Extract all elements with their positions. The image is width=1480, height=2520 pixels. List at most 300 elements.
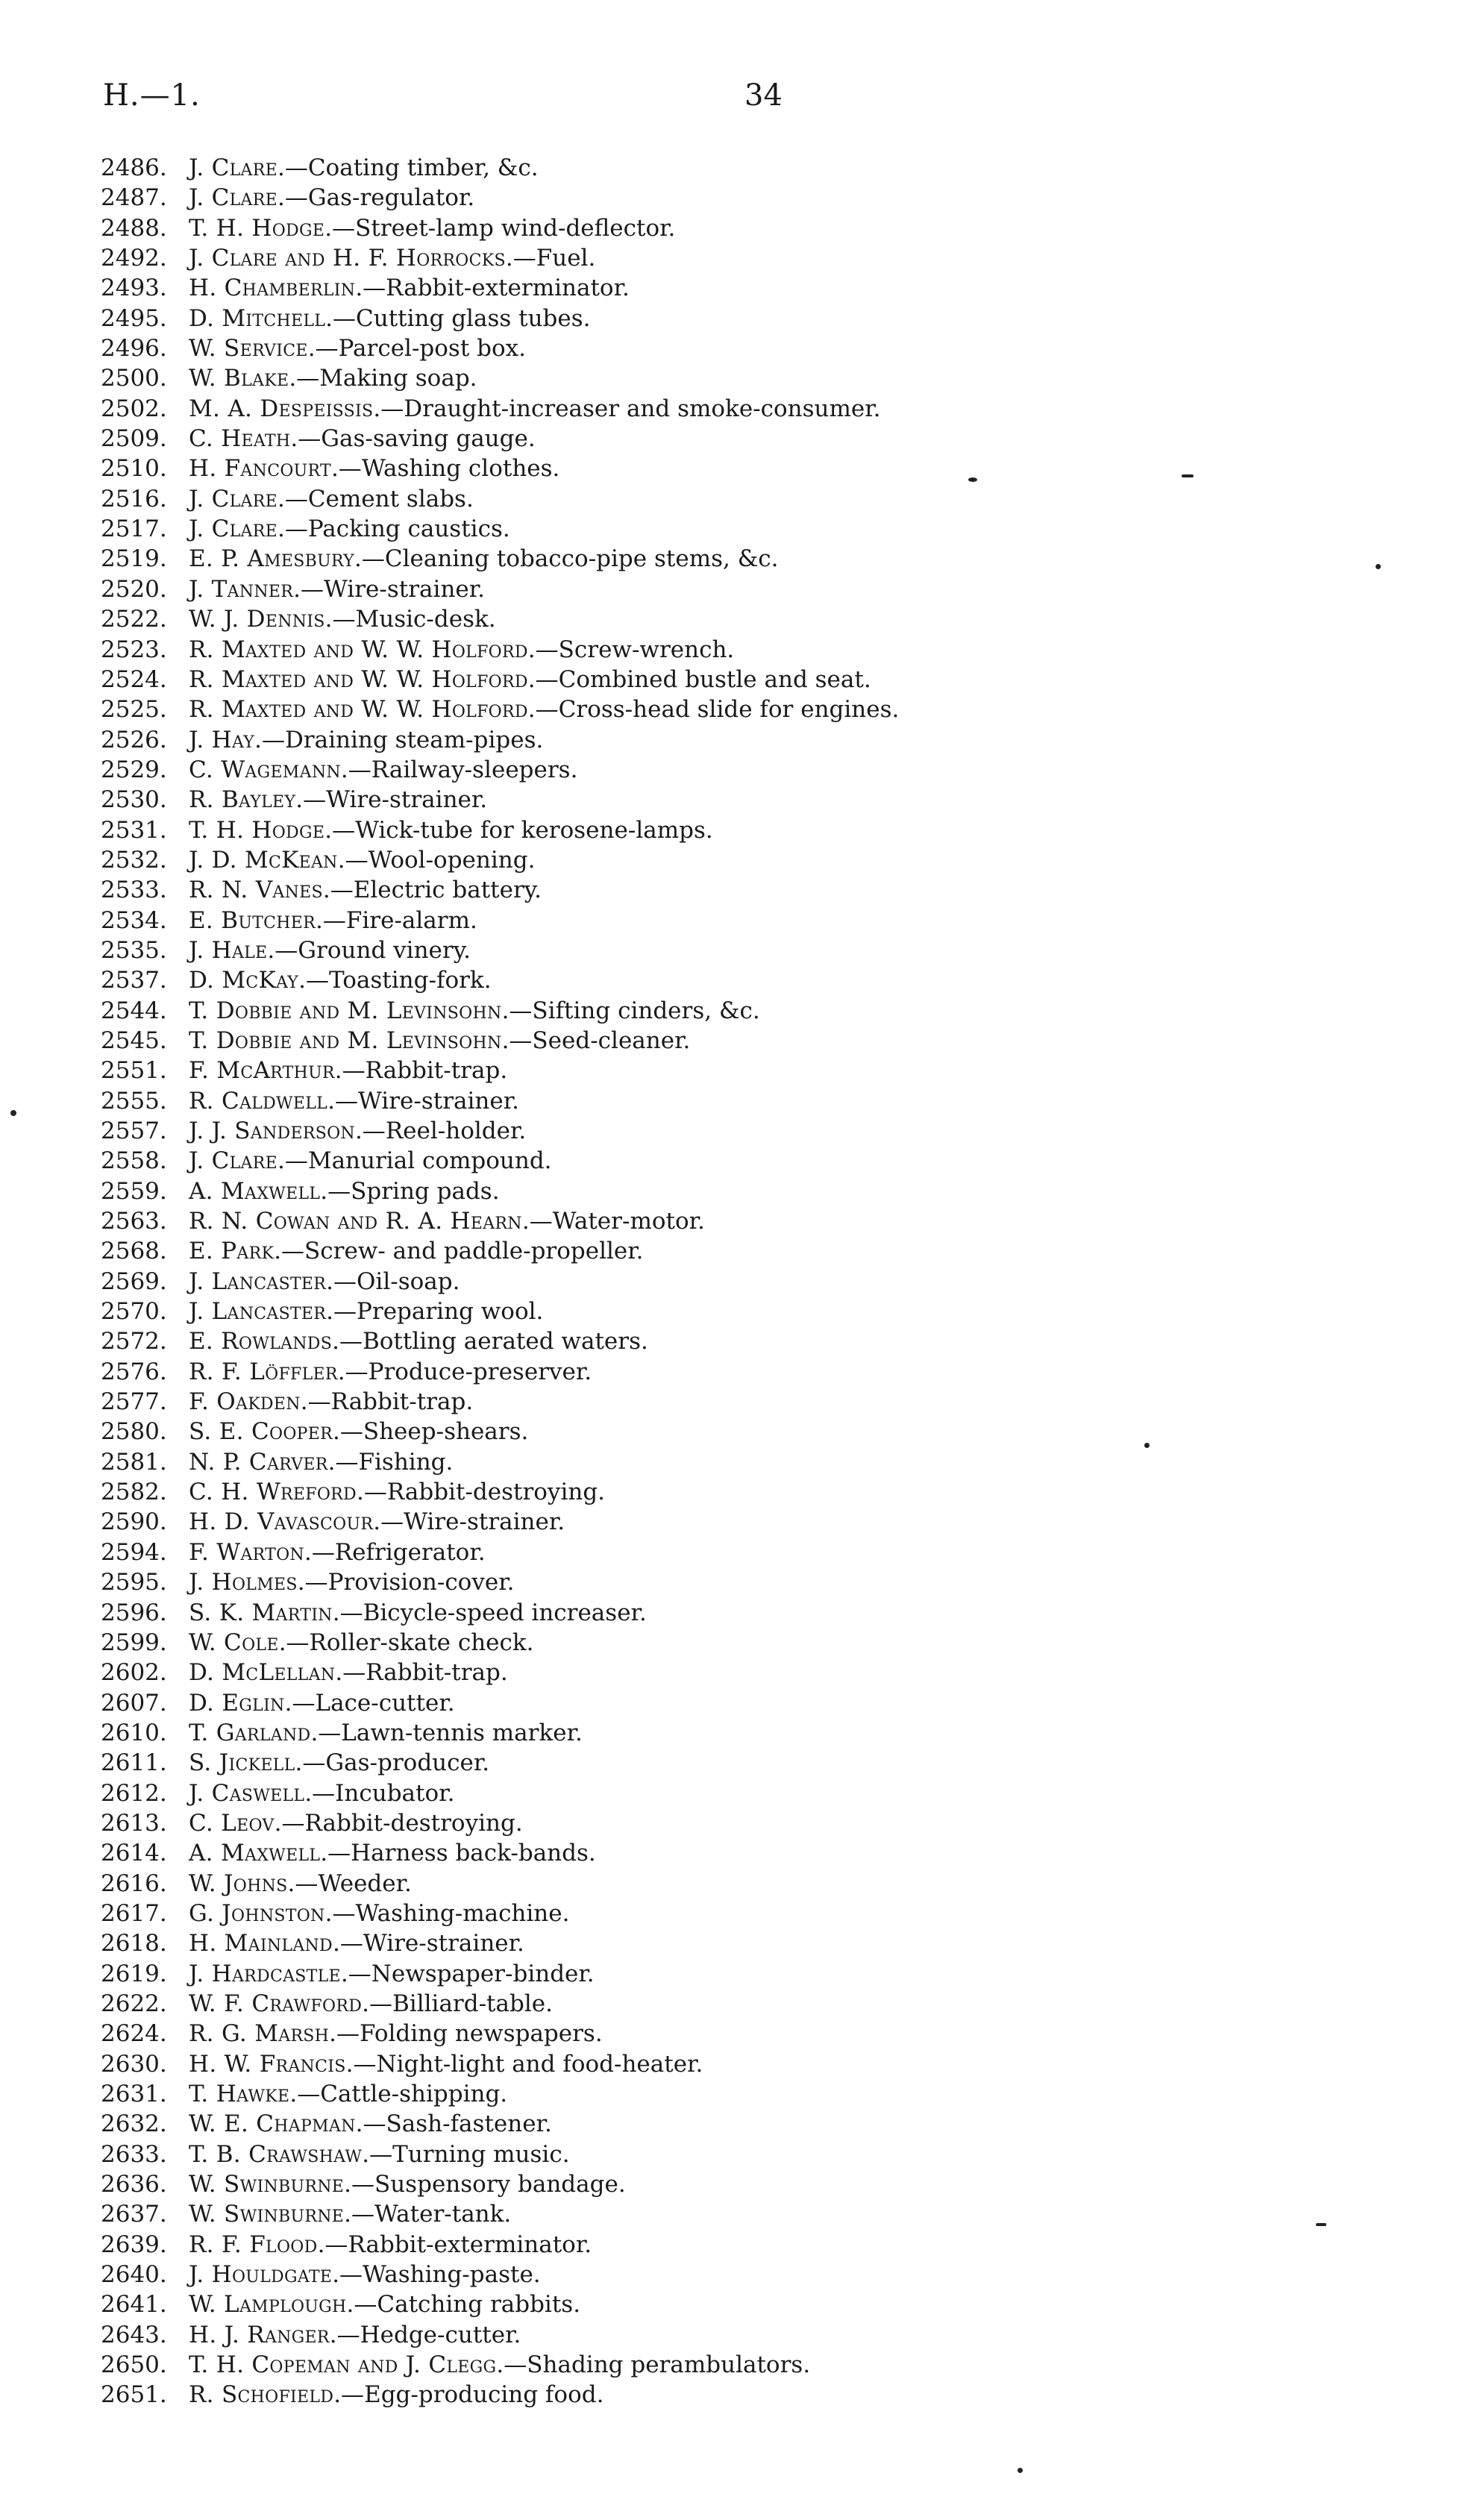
invention-description: Ground vinery. bbox=[298, 936, 471, 964]
applicant-name: J. Hay bbox=[189, 726, 255, 753]
entry-separator: .— bbox=[284, 1689, 316, 1717]
entry-text bbox=[189, 875, 542, 905]
applicant-name: R. Caldwell bbox=[189, 1087, 328, 1115]
application-number: 2630. bbox=[101, 2050, 167, 2078]
application-number: 2632. bbox=[101, 2110, 167, 2138]
entry-text bbox=[189, 1507, 565, 1537]
patent-entry bbox=[101, 1206, 1294, 1236]
patent-entry bbox=[101, 454, 1294, 483]
applicant-name: E. Rowlands bbox=[189, 1328, 333, 1355]
entry-separator: .— bbox=[326, 1267, 357, 1295]
entry-text bbox=[189, 845, 535, 875]
entry-separator: .— bbox=[304, 1538, 335, 1566]
patent-entry bbox=[101, 183, 1294, 213]
entry-text bbox=[189, 725, 543, 755]
application-number: 2639. bbox=[101, 2231, 167, 2258]
invention-description: Rabbit-exterminator. bbox=[348, 2231, 592, 2258]
applicant-name: R. Schofield bbox=[189, 2381, 334, 2409]
application-number: 2590. bbox=[101, 1508, 167, 1536]
patent-entry bbox=[101, 1146, 1294, 1176]
invention-description: Spring pads. bbox=[351, 1177, 500, 1205]
entry-text bbox=[189, 2260, 541, 2289]
application-number: 2613. bbox=[101, 1809, 167, 1837]
entry-separator: .— bbox=[340, 756, 371, 783]
application-number: 2492. bbox=[101, 245, 167, 272]
applicant-name: R. N. Cowan and R. A. Hearn bbox=[189, 1208, 522, 1235]
applicant-name: F. McArthur bbox=[189, 1057, 335, 1085]
applicant-name: J. Lancaster bbox=[189, 1267, 327, 1295]
application-number: 2510. bbox=[101, 455, 167, 483]
invention-description: Washing-paste. bbox=[363, 2261, 541, 2289]
application-number: 2523. bbox=[101, 636, 167, 663]
entry-separator: .— bbox=[335, 1659, 366, 1687]
invention-description: Toasting-fork. bbox=[328, 967, 492, 994]
application-number: 2557. bbox=[101, 1118, 167, 1144]
invention-description: Water-motor. bbox=[552, 1208, 705, 1235]
patent-entry bbox=[101, 2289, 1294, 2319]
entry-text bbox=[189, 2140, 570, 2169]
patent-entry bbox=[101, 965, 1294, 995]
application-number: 2582. bbox=[101, 1479, 167, 1506]
entry-text bbox=[189, 665, 871, 695]
entry-separator: .— bbox=[310, 1719, 342, 1746]
application-number: 2633. bbox=[101, 2140, 167, 2168]
patent-entry bbox=[101, 1628, 1294, 1658]
application-number: 2641. bbox=[101, 2291, 167, 2319]
entry-text bbox=[189, 935, 471, 965]
entry-text bbox=[189, 2109, 552, 2139]
invention-description: Fuel. bbox=[536, 245, 596, 272]
entry-separator: .— bbox=[334, 1057, 366, 1085]
invention-description: Rabbit-destroying. bbox=[386, 1479, 606, 1506]
entry-separator: .— bbox=[324, 816, 356, 844]
entry-text bbox=[189, 1116, 526, 1146]
patent-entry bbox=[101, 1326, 1294, 1356]
application-number: 2594. bbox=[101, 1538, 167, 1566]
entry-text bbox=[189, 1357, 592, 1387]
application-number: 2618. bbox=[101, 1930, 167, 1958]
invention-description: Wire-strainer. bbox=[357, 1087, 519, 1115]
application-number: 2624. bbox=[101, 2020, 167, 2048]
entry-text bbox=[189, 965, 492, 995]
entry-separator: .— bbox=[373, 1508, 404, 1536]
invention-description: Screw- and paddle-propeller. bbox=[304, 1238, 644, 1265]
applicant-name: J. Clare bbox=[189, 154, 278, 181]
entry-separator: .— bbox=[320, 1177, 351, 1205]
entry-text bbox=[189, 1447, 453, 1477]
entry-separator: .— bbox=[277, 184, 308, 212]
entry-text bbox=[189, 183, 474, 213]
entry-text bbox=[189, 2350, 810, 2380]
application-number: 2650. bbox=[101, 2351, 167, 2379]
entry-separator: .— bbox=[287, 1869, 319, 1897]
entry-separator: .— bbox=[289, 365, 320, 392]
entry-text bbox=[189, 2199, 511, 2229]
entry-separator: .— bbox=[337, 1358, 369, 1385]
patent-entry bbox=[101, 2199, 1294, 2229]
page-number: 34 bbox=[744, 78, 783, 113]
application-number: 2502. bbox=[101, 395, 167, 422]
invention-description: Wick-tube for kerosene-lamps. bbox=[355, 816, 713, 844]
applicant-name: J. D. McKean bbox=[189, 846, 338, 874]
patent-entry bbox=[101, 1086, 1294, 1116]
applicant-name: J. Clare bbox=[189, 515, 278, 543]
invention-description: Roller-skate check. bbox=[309, 1629, 534, 1656]
application-number: 2568. bbox=[101, 1238, 167, 1265]
application-number: 2537. bbox=[101, 967, 167, 994]
entry-text bbox=[189, 514, 510, 544]
patent-entry bbox=[101, 755, 1294, 785]
entry-text bbox=[189, 635, 734, 665]
entry-separator: .— bbox=[295, 1749, 326, 1777]
application-number: 2488. bbox=[101, 214, 167, 242]
entry-separator: .— bbox=[274, 1238, 305, 1265]
patent-entry bbox=[101, 2380, 1294, 2410]
patent-entry bbox=[101, 1718, 1294, 1748]
application-number: 2520. bbox=[101, 575, 167, 603]
entry-separator: .— bbox=[315, 906, 346, 934]
patent-entry bbox=[101, 1989, 1294, 2019]
application-number: 2487. bbox=[101, 184, 167, 212]
applicant-name: T. B. Crawshaw bbox=[189, 2140, 363, 2168]
applicant-name: J. Hale bbox=[189, 936, 268, 964]
application-number: 2636. bbox=[101, 2171, 167, 2198]
application-number: 2509. bbox=[101, 425, 167, 453]
ink-speck bbox=[968, 477, 977, 482]
invention-description: Lace-cutter. bbox=[315, 1689, 455, 1717]
application-number: 2570. bbox=[101, 1298, 167, 1326]
entry-separator: .— bbox=[362, 2140, 393, 2168]
application-number: 2576. bbox=[101, 1358, 167, 1385]
entry-separator: .— bbox=[320, 1840, 351, 1867]
patent-entry bbox=[101, 333, 1294, 363]
application-number: 2602. bbox=[101, 1659, 167, 1687]
applicant-name: J. Houldgate bbox=[189, 2261, 333, 2289]
application-number: 2533. bbox=[101, 877, 167, 904]
applicant-name: C. H. Wreford bbox=[189, 1479, 357, 1506]
entry-text bbox=[189, 333, 526, 363]
invention-description: Rabbit-trap. bbox=[365, 1057, 508, 1085]
patent-entry bbox=[101, 845, 1294, 875]
entry-separator: .— bbox=[505, 245, 536, 272]
entry-text bbox=[189, 1658, 508, 1687]
applicant-name: W. F. Crawford bbox=[189, 1990, 363, 2017]
applicant-name: J. Caswell bbox=[189, 1779, 305, 1807]
applicant-name: W. J. Dennis bbox=[189, 606, 325, 633]
patent-entry bbox=[101, 1056, 1294, 1085]
invention-description: Wire-strainer. bbox=[404, 1508, 565, 1536]
ink-speck bbox=[1144, 1443, 1150, 1448]
invention-description: Washing-machine. bbox=[355, 1899, 570, 1927]
invention-description: Shading perambulators. bbox=[527, 2351, 811, 2379]
patent-entry bbox=[101, 2049, 1294, 2079]
entry-text bbox=[189, 906, 477, 935]
invention-description: Provision-cover. bbox=[327, 1569, 515, 1596]
applicant-name: H. J. Ranger bbox=[189, 2321, 330, 2348]
entry-text bbox=[189, 394, 881, 424]
applicant-name: H. Fancourt bbox=[189, 455, 331, 483]
applicant-name: J. Holmes bbox=[189, 1569, 298, 1596]
entry-separator: .— bbox=[327, 1448, 359, 1476]
patent-entry bbox=[101, 213, 1294, 243]
application-number: 2596. bbox=[101, 1599, 167, 1626]
invention-description: Hedge-cutter. bbox=[360, 2321, 521, 2348]
entry-separator: .— bbox=[501, 1027, 533, 1054]
applicant-name: T. Dobbie and M. Levinsohn bbox=[189, 1027, 502, 1054]
applicant-name: F. Oakden bbox=[189, 1388, 301, 1416]
entry-text bbox=[189, 2230, 592, 2260]
entry-text bbox=[189, 1748, 489, 1778]
applicant-name: W. Lamplough bbox=[189, 2291, 347, 2319]
patent-entry bbox=[101, 1236, 1294, 1266]
invention-description: Produce-preserver. bbox=[368, 1358, 592, 1385]
entry-text bbox=[189, 1206, 705, 1236]
entry-text bbox=[189, 1086, 519, 1116]
applicant-name: R. Maxted and W. W. Holford bbox=[189, 665, 528, 693]
application-number: 2544. bbox=[101, 997, 167, 1024]
entry-text bbox=[189, 1718, 583, 1748]
patent-entry bbox=[101, 544, 1294, 574]
entry-text bbox=[189, 1477, 605, 1507]
entry-text bbox=[189, 1146, 552, 1176]
entry-separator: .— bbox=[527, 696, 559, 724]
invention-description: Rabbit-trap. bbox=[366, 1659, 508, 1687]
entry-text bbox=[189, 1959, 595, 1989]
applicant-name: R. F. Flood bbox=[189, 2231, 318, 2258]
applicant-name: C. Leov bbox=[189, 1809, 275, 1837]
application-number: 2495. bbox=[101, 304, 167, 332]
entry-text bbox=[189, 1838, 596, 1868]
patent-entry bbox=[101, 2140, 1294, 2169]
application-number: 2580. bbox=[101, 1418, 167, 1446]
application-number: 2530. bbox=[101, 786, 167, 814]
application-number: 2616. bbox=[101, 1869, 167, 1897]
entry-separator: .— bbox=[527, 636, 559, 663]
entry-separator: .— bbox=[327, 1087, 358, 1115]
invention-description: Sifting cinders, &c. bbox=[532, 997, 760, 1024]
entry-text bbox=[189, 996, 760, 1026]
patent-entry bbox=[101, 695, 1294, 724]
entry-separator: .— bbox=[362, 1990, 392, 2017]
entry-separator: .— bbox=[337, 846, 369, 874]
invention-description: Manurial compound. bbox=[307, 1147, 552, 1175]
applicant-name: W. Johns bbox=[189, 1869, 288, 1897]
application-number: 2611. bbox=[101, 1749, 167, 1777]
patent-entry bbox=[101, 243, 1294, 273]
ink-speck bbox=[1018, 2468, 1023, 2473]
applicant-name: T. H. Hodge bbox=[189, 214, 325, 242]
invention-description: Music-desk. bbox=[355, 606, 496, 633]
invention-description: Oil-soap. bbox=[357, 1267, 460, 1295]
entry-text bbox=[189, 273, 630, 303]
entry-separator: .— bbox=[324, 214, 356, 242]
entry-text bbox=[189, 2079, 507, 2109]
entry-text bbox=[189, 2169, 626, 2199]
patent-entry bbox=[101, 1808, 1294, 1838]
entry-text bbox=[189, 2019, 603, 2049]
application-number: 2534. bbox=[101, 906, 167, 934]
invention-description: Harness back-bands. bbox=[351, 1840, 596, 1867]
patent-entry bbox=[101, 1297, 1294, 1326]
application-number: 2651. bbox=[101, 2381, 167, 2409]
entry-separator: .— bbox=[496, 2351, 527, 2379]
entry-separator: .— bbox=[333, 1418, 363, 1446]
entry-separator: .— bbox=[298, 967, 329, 994]
patent-entry bbox=[101, 2109, 1294, 2139]
applicant-name: G. Johnston bbox=[189, 1899, 325, 1927]
entry-separator: .— bbox=[355, 275, 386, 302]
entry-separator: .— bbox=[307, 335, 339, 363]
entry-separator: .— bbox=[346, 2291, 377, 2319]
invention-description: Bottling aerated waters. bbox=[362, 1328, 648, 1355]
invention-description: Combined bustle and seat. bbox=[558, 665, 871, 693]
ink-speck bbox=[10, 1110, 16, 1116]
applicant-name: T. H. Copeman and J. Clegg bbox=[189, 2351, 497, 2379]
entry-separator: .— bbox=[326, 1298, 357, 1326]
application-number: 2519. bbox=[101, 545, 167, 573]
applicant-name: M. A. Despeissis bbox=[189, 395, 374, 422]
application-number: 2595. bbox=[101, 1569, 167, 1596]
entry-text bbox=[189, 695, 899, 724]
applicant-name: N. P. Carver bbox=[189, 1448, 328, 1476]
application-number: 2535. bbox=[101, 936, 167, 964]
patent-entry bbox=[101, 785, 1294, 815]
entry-text bbox=[189, 363, 477, 393]
invention-description: Making soap. bbox=[319, 365, 477, 392]
entry-text bbox=[189, 1176, 500, 1206]
entry-text bbox=[189, 213, 675, 243]
application-number: 2517. bbox=[101, 515, 167, 543]
patent-entry bbox=[101, 484, 1294, 514]
entry-separator: .— bbox=[324, 1899, 356, 1927]
application-number: 2551. bbox=[101, 1057, 167, 1085]
applicant-name: W. Cole bbox=[189, 1629, 279, 1656]
patent-entry bbox=[101, 1417, 1294, 1447]
application-number: 2486. bbox=[101, 154, 167, 181]
invention-description: Preparing wool. bbox=[357, 1298, 544, 1326]
application-number: 2524. bbox=[101, 665, 167, 693]
patent-entry bbox=[101, 1688, 1294, 1718]
applicant-name: F. Warton bbox=[189, 1538, 304, 1566]
patent-entry bbox=[101, 725, 1294, 755]
applicant-name: D. McLellan bbox=[189, 1659, 336, 1687]
patent-entry bbox=[101, 875, 1294, 905]
applicant-name: J. Clare bbox=[189, 1147, 278, 1175]
invention-description: Screw-wrench. bbox=[558, 636, 735, 663]
applicant-name: J. J. Sanderson bbox=[189, 1118, 355, 1144]
entry-text bbox=[189, 815, 713, 845]
entry-separator: .— bbox=[317, 2231, 348, 2258]
ink-speck bbox=[1316, 2223, 1326, 2226]
patent-entry bbox=[101, 2019, 1294, 2049]
page-header bbox=[103, 78, 834, 131]
entry-separator: .— bbox=[333, 1930, 363, 1958]
invention-description: Sheep-shears. bbox=[363, 1418, 529, 1446]
invention-description: Electric battery. bbox=[353, 877, 542, 904]
entry-separator: .— bbox=[297, 1569, 328, 1596]
entry-text bbox=[189, 1928, 524, 1958]
entry-text bbox=[189, 1899, 569, 1928]
invention-description: Wire-strainer. bbox=[323, 575, 486, 603]
applicant-name: D. Mitchell bbox=[189, 304, 326, 332]
patent-entry bbox=[101, 1477, 1294, 1507]
invention-description: Folding newspapers. bbox=[360, 2020, 603, 2048]
invention-description: Refrigerator. bbox=[334, 1538, 486, 1566]
applicant-name: H. Mainland bbox=[189, 1930, 333, 1958]
entry-separator: .— bbox=[330, 455, 362, 483]
application-number: 2545. bbox=[101, 1027, 167, 1054]
entry-text bbox=[189, 785, 487, 815]
entry-separator: .— bbox=[278, 1629, 310, 1656]
invention-description: Seed-cleaner. bbox=[532, 1027, 691, 1054]
application-number: 2577. bbox=[101, 1388, 167, 1416]
entry-text bbox=[189, 1387, 473, 1417]
application-number: 2531. bbox=[101, 816, 167, 844]
patent-entry bbox=[101, 1838, 1294, 1868]
entry-separator: .— bbox=[521, 1208, 553, 1235]
entry-separator: .— bbox=[289, 2081, 321, 2107]
application-number: 2559. bbox=[101, 1177, 167, 1205]
invention-description: Gas-regulator. bbox=[307, 184, 475, 212]
patent-entry bbox=[101, 1869, 1294, 1899]
entry-separator: .— bbox=[322, 877, 354, 904]
entry-separator: .— bbox=[354, 1118, 386, 1144]
patent-entry bbox=[101, 1447, 1294, 1477]
patent-entry bbox=[101, 1538, 1294, 1567]
applicant-name: R. N. Vanes bbox=[189, 877, 323, 904]
entry-separator: .— bbox=[254, 726, 285, 753]
patent-entry bbox=[101, 2350, 1294, 2380]
entry-separator: .— bbox=[344, 2201, 374, 2228]
applicant-name: H. D. Vavascour bbox=[189, 1508, 374, 1536]
applicant-name: W. Swinburne bbox=[189, 2171, 345, 2198]
invention-description: Weeder. bbox=[318, 1869, 412, 1897]
invention-description: Cross-head slide for engines. bbox=[558, 696, 900, 724]
entry-separator: .— bbox=[332, 1328, 363, 1355]
entry-text bbox=[189, 604, 496, 634]
entry-separator: .— bbox=[332, 1599, 363, 1626]
patent-entry bbox=[101, 2079, 1294, 2109]
invention-description: Billiard-table. bbox=[392, 1990, 553, 2017]
entry-separator: .— bbox=[274, 1809, 305, 1837]
application-number: 2516. bbox=[101, 485, 167, 513]
application-number: 2493. bbox=[101, 275, 167, 302]
applicant-name: W. Blake bbox=[189, 365, 289, 392]
application-number: 2617. bbox=[101, 1899, 167, 1927]
applicant-name: T. Dobbie and M. Levinsohn bbox=[189, 997, 502, 1024]
applicant-name: R. G. Marsh bbox=[189, 2020, 330, 2048]
invention-description: Wool-opening. bbox=[368, 846, 536, 874]
entry-separator: .— bbox=[277, 515, 308, 543]
patent-entry bbox=[101, 1357, 1294, 1387]
invention-description: Newspaper-binder. bbox=[371, 1960, 595, 1987]
entry-text bbox=[189, 1236, 644, 1266]
invention-description: Draining steam-pipes. bbox=[284, 726, 544, 753]
applicant-name: H. W. Francis bbox=[189, 2050, 346, 2078]
application-number: 2572. bbox=[101, 1328, 167, 1355]
invention-description: Fishing. bbox=[358, 1448, 454, 1476]
invention-description: Rabbit-trap. bbox=[330, 1388, 474, 1416]
entry-text bbox=[189, 1026, 690, 1056]
application-number: 2558. bbox=[101, 1147, 167, 1175]
patent-entry bbox=[101, 1959, 1294, 1989]
patent-entry bbox=[101, 394, 1294, 424]
invention-description: Wire-strainer. bbox=[363, 1930, 524, 1958]
applicant-name: W. E. Chapman bbox=[189, 2110, 356, 2138]
application-number: 2500. bbox=[101, 365, 167, 392]
patent-entry bbox=[101, 906, 1294, 935]
entry-separator: .— bbox=[277, 1147, 308, 1175]
